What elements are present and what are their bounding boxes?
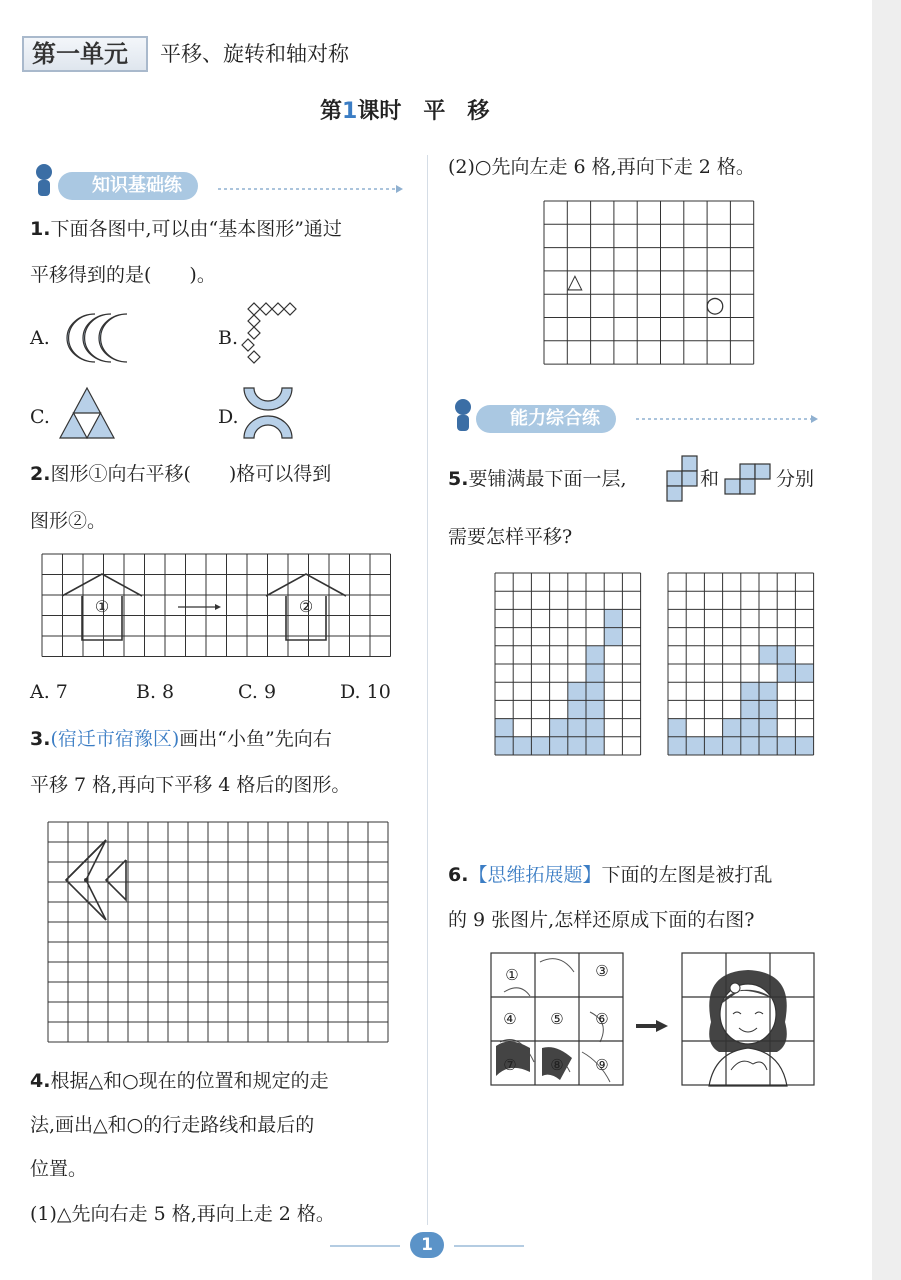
section-ability-title: 能力综合练 — [476, 405, 616, 433]
q4-grid — [542, 199, 754, 365]
piece-label-9: ⑨ — [595, 1056, 609, 1074]
right-arrow-icon — [636, 1020, 668, 1032]
q1-option-c: C. — [30, 406, 50, 428]
q5-line2: 需要怎样平移? — [448, 526, 573, 548]
q5-line1: 5.要铺满最下面一层, — [448, 468, 627, 490]
q1-line2: 平移得到的是( )。 — [30, 264, 216, 286]
piece-label-4: ④ — [503, 1010, 517, 1028]
piece-label-8: ⑧ — [550, 1056, 564, 1074]
column-divider — [427, 155, 428, 1225]
fish-shape — [66, 840, 126, 920]
triangle-marker: △ — [567, 269, 583, 293]
q3-line2: 平移 7 格,再向下平移 4 格后的图形。 — [30, 774, 351, 796]
q2-shape2-label: ② — [298, 597, 314, 616]
q4-line3: 位置。 — [30, 1158, 88, 1180]
lesson-title — [320, 94, 489, 125]
q3-fish-grid — [46, 820, 390, 1042]
unit-title: 平移、旋转和轴对称 — [160, 42, 349, 66]
q3-line1: 3.(宿迁市宿豫区)画出“小鱼”先向右 — [30, 728, 332, 750]
lesson-suffix: 课时 平 移 — [357, 99, 490, 124]
q5-and: 和 — [700, 468, 720, 490]
diamond-chain-shape — [240, 303, 304, 369]
page-edge-shadow — [872, 0, 901, 1280]
q1-option-d: D. — [218, 406, 239, 428]
q2-grid — [40, 552, 392, 662]
q1-line1: 1.下面各图中,可以由“基本图形”通过 — [30, 218, 342, 240]
scrambled-picture — [490, 952, 624, 1086]
circle-marker: ○ — [705, 293, 725, 318]
triangle-shape — [58, 386, 116, 440]
mascot-icon — [30, 162, 60, 200]
vertical-tile-icon — [666, 455, 698, 503]
girl-picture — [681, 952, 815, 1086]
q6-line2: 的 9 张图片,怎样还原成下面的右图? — [448, 909, 755, 931]
piece-label-3: ③ — [595, 962, 609, 980]
q2-line2: 图形②。 — [30, 510, 107, 532]
q2-shape1-label: ① — [94, 597, 110, 616]
lesson-prefix: 第 — [320, 99, 343, 124]
piece-label-5: ⑤ — [550, 1010, 564, 1028]
q4-sub2: (2)○先向左走 6 格,再向下走 2 格。 — [448, 156, 755, 178]
q2-choice-a: A. 7 — [30, 681, 68, 703]
q1-option-a: A. — [30, 327, 50, 349]
section-ability-arrow — [636, 415, 818, 423]
section-basic-title: 知识基础练 — [58, 172, 198, 200]
mascot-icon-2 — [449, 397, 479, 435]
q2-line1: 2.图形①向右平移( )格可以得到 — [30, 463, 332, 485]
crescent-shapes — [55, 312, 135, 364]
q2-choice-b: B. 8 — [136, 681, 175, 703]
q1-option-b: B. — [218, 327, 239, 349]
page-number: 1 — [410, 1232, 444, 1258]
q4-line2: 法,画出△和○的行走路线和最后的 — [30, 1114, 315, 1136]
lesson-number: 1 — [342, 99, 358, 124]
q5-grid-right — [667, 572, 815, 750]
arch-shape — [242, 386, 294, 440]
piece-label-6: ⑥ — [595, 1010, 609, 1028]
q6-line1: 6.【思维拓展题】下面的左图是被打乱 — [448, 864, 773, 886]
q2-choice-d: D. 10 — [340, 681, 391, 703]
unit-label: 第一单元 — [22, 36, 148, 72]
q5-grid-left — [494, 572, 642, 750]
q4-sub1: (1)△先向右走 5 格,再向上走 2 格。 — [30, 1203, 335, 1225]
section-basic-arrow — [218, 185, 403, 193]
horizontal-tile-icon — [724, 463, 772, 495]
piece-label-1: ① — [505, 966, 519, 984]
q4-line1: 4.根据△和○现在的位置和规定的走 — [30, 1070, 329, 1092]
q5-line1-end: 分别 — [776, 468, 815, 490]
piece-label-7: ⑦ — [503, 1056, 517, 1074]
q2-choice-c: C. 9 — [238, 681, 277, 703]
